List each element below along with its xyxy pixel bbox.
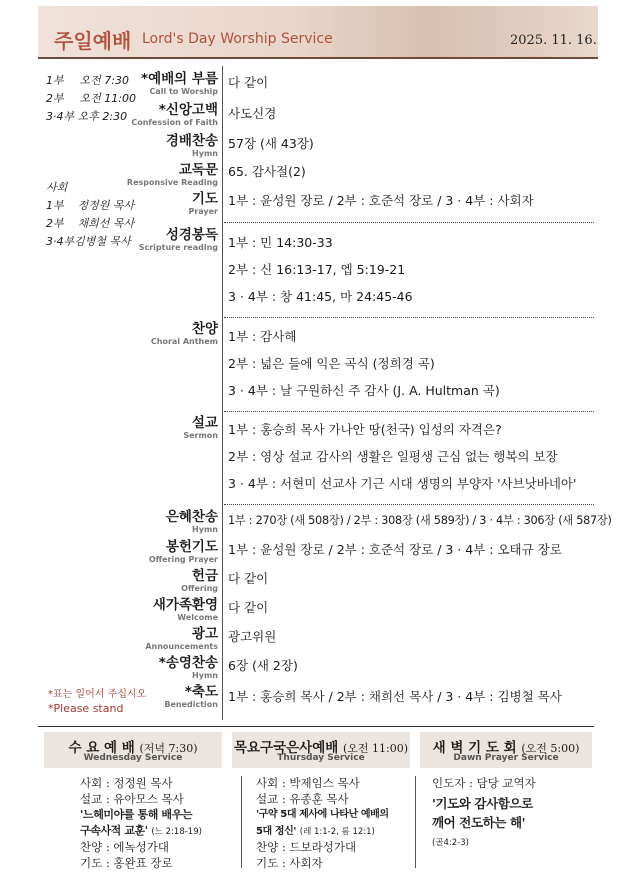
value-confession: 사도신경: [228, 106, 277, 121]
time-row: 3·4부 오후 2:30: [46, 110, 128, 123]
value-scripture-2: 2부 : 신 16:13-17, 엡 5:19-21: [228, 262, 406, 277]
host-row: 1부 정정원 목사: [46, 199, 135, 212]
service-date: 2025. 11. 16.: [510, 33, 597, 48]
title-korean: 주일예배: [54, 29, 132, 53]
value-anthem-3: 3 · 4부 : 날 구원하신 주 감사 (J. A. Hultman 곡): [228, 383, 500, 398]
value-scripture-1: 1부 : 민 14:30-33: [228, 235, 333, 250]
value-hymn-grace: 1부 : 270장 (새 508장) / 2부 : 308장 (새 589장) / 3 · 4부 : 306장 (새 587장): [228, 514, 612, 527]
thursday-details: 사회 : 박제임스 목사 설교 : 유종훈 목사 '구약 5대 제사에 나타난 예배의 5대 정신' (레 1:1-2, 롬 12:1) 찬양 : 드보라성가대 기도 : 사회자: [256, 776, 389, 870]
time-row: 2부 오전 11:00: [46, 92, 136, 105]
label-choral-anthem: 찬양 Choral Anthem: [150, 321, 218, 346]
hosts-title: 사회: [46, 181, 68, 194]
dawn-header: 새 벽 기 도 회 (오전 5:00) Dawn Prayer Service: [420, 732, 592, 768]
label-scripture: 성경봉독 Scripture reading: [138, 227, 218, 252]
value-offering-prayer: 1부 : 윤성원 장로 / 2부 : 호준석 장로 / 3 · 4부 : 오태규 장로: [228, 542, 562, 557]
dotted-separator: [224, 222, 594, 223]
label-call-to-worship: *예배의 부름 Call to Worship: [141, 71, 218, 96]
column-separator: [241, 776, 242, 868]
value-welcome: 다 같이: [228, 600, 269, 615]
wednesday-details: 사회 : 정정원 목사 설교 : 유아모스 목사 '느헤미야를 통해 배우는 구속사적 교훈' (느 2:18-19) 찬양 : 에녹성가대 기도 : 홍완표 장로: [80, 776, 202, 870]
column-divider: [222, 66, 223, 720]
label-welcome: 새가족환영 Welcome: [152, 597, 218, 622]
host-row: 3·4부김병철 목사: [46, 235, 131, 248]
value-anthem-2: 2부 : 넓은 들에 익은 곡식 (정희경 곡): [228, 356, 435, 371]
value-anthem-1: 1부 : 감사해: [228, 329, 297, 344]
label-sermon: 설교 Sermon: [183, 415, 218, 440]
value-benediction: 1부 : 홍승희 목사 / 2부 : 채희선 목사 / 3 · 4부 : 김병철 목사: [228, 689, 562, 704]
value-responsive-reading: 65. 감사절(2): [228, 164, 306, 179]
title-english: Lord's Day Worship Service: [142, 31, 333, 47]
stand-note: *표는 일어서 주십시오 *Please stand: [48, 689, 147, 715]
label-prayer: 기도 Prayer: [188, 191, 218, 216]
label-hymn-grace: 은혜찬송 Hymn: [165, 509, 218, 534]
section-divider: [38, 726, 594, 727]
host-row: 2부 채희선 목사: [46, 217, 135, 230]
label-closing-hymn: *송영찬송 Hymn: [158, 655, 218, 680]
column-separator: [415, 776, 416, 868]
value-prayer: 1부 : 윤성원 장로 / 2부 : 호준석 장로 / 3 · 4부 : 사회자: [228, 193, 534, 208]
dotted-separator: [224, 504, 594, 505]
value-hymn-worship: 57장 (새 43장): [228, 136, 314, 151]
label-benediction: *축도 Benediction: [164, 684, 218, 709]
label-confession: *신앙고백 Confession of Faith: [131, 102, 218, 127]
value-closing-hymn: 6장 (새 2장): [228, 658, 298, 673]
value-scripture-3: 3 · 4부 : 창 41:45, 마 24:45-46: [228, 289, 413, 304]
value-offering: 다 같이: [228, 571, 269, 586]
dawn-details: 인도자 : 담당 교역자 '기도와 감사함으로 깨어 전도하는 해' (골4:2-3): [432, 776, 536, 848]
thursday-header: 목요구국은사예배 (오전 11:00) Thursday Service: [232, 732, 410, 768]
value-sermon-1: 1부 : 홍승희 목사 가나안 땅(천국) 입성의 자격은?: [228, 422, 502, 437]
value-sermon-2: 2부 : 영상 설교 감사의 생활은 일평생 근심 없는 행복의 보장: [228, 449, 558, 464]
time-row: 1부 오전 7:30: [46, 74, 129, 87]
service-times: [46, 72, 136, 126]
label-offering: 헌금 Offering: [181, 568, 218, 593]
label-hymn-worship: 경배찬송 Hymn: [165, 133, 218, 158]
hosts-list: [46, 179, 134, 251]
value-call-to-worship: 다 같이: [228, 75, 269, 90]
wednesday-header: 수 요 예 배 (저녁 7:30) Wednesday Service: [44, 732, 222, 768]
dotted-separator: [224, 317, 594, 318]
label-offering-prayer: 봉헌기도 Offering Prayer: [148, 539, 218, 564]
value-announcements: 광고위원: [228, 629, 277, 644]
label-responsive-reading: 교독문 Responsive Reading: [126, 162, 218, 187]
dotted-separator: [224, 411, 594, 412]
value-sermon-3: 3 · 4부 : 서현미 선교사 기근 시대 생명의 부양자 '사브낫바네아': [228, 476, 577, 491]
label-announcements: 광고 Announcements: [145, 626, 218, 651]
header-divider: [38, 57, 598, 59]
